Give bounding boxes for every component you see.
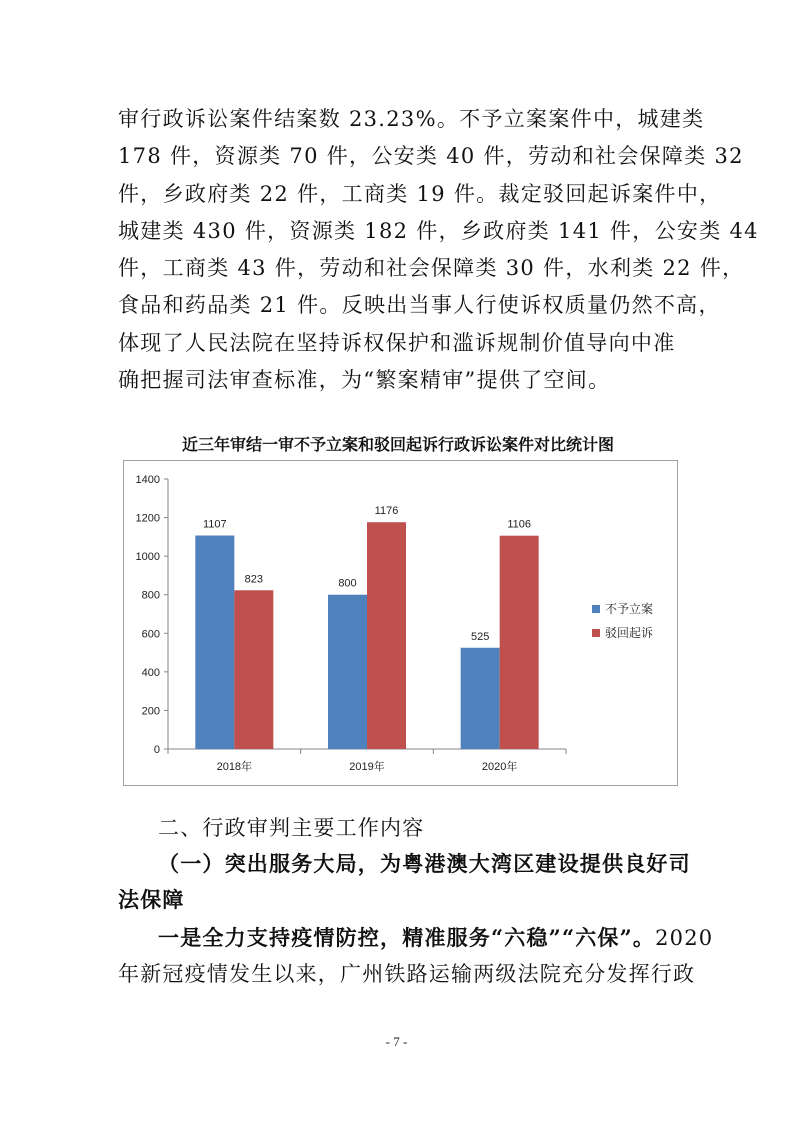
- legend-swatch: [592, 605, 600, 613]
- data-label: 1106: [507, 518, 531, 531]
- bold-lead-text: 一是全力支持疫情防控，精准服务“六稳”“六保”。: [158, 925, 656, 950]
- year-text: 2020: [655, 926, 714, 950]
- section-heading: 二、行政审判主要工作内容: [158, 816, 425, 840]
- body-line-bottom-2: 年新冠疫情发生以来，广州铁路运输两级法院充分发挥行政: [118, 962, 696, 986]
- text-line: 审行政诉讼案件结案数 23.23%。不予立案案件中，城建类: [118, 107, 705, 131]
- y-tick-label: 0: [153, 744, 160, 756]
- data-label: 823: [244, 573, 264, 586]
- text-line: 体现了人民法院在坚持诉权保护和滥诉规制价值导向中准: [118, 330, 676, 355]
- legend-swatch: [592, 629, 600, 637]
- y-tick-label: 1000: [135, 551, 160, 564]
- x-tick-label: 2020年: [481, 761, 518, 773]
- x-tick-label: 2018年: [216, 761, 253, 773]
- chart-title: 近三年审结一审不予立案和驳回起诉行政诉讼案件对比统计图: [181, 435, 614, 454]
- body-paragraph-top: [118, 101, 759, 399]
- subsection-heading-line2: 法保障: [118, 887, 185, 912]
- bar-series1: [328, 595, 367, 749]
- text-line: 178 件，资源类 70 件，公安类 40 件，劳动和社会保障类 32: [118, 144, 744, 169]
- text-line: 食品和药品类 21 件。反映出当事人行使诉权质量仍然不高，: [118, 293, 721, 318]
- x-tick-label: 2019年: [349, 761, 385, 773]
- legend-label: 不予立案: [605, 602, 654, 616]
- y-tick-label: 800: [141, 589, 160, 602]
- subsection-heading-line1: （一）突出服务大局，为粤港澳大湾区建设提供良好司: [158, 851, 691, 876]
- bar-series2: [234, 590, 273, 749]
- y-tick-label: 400: [141, 666, 160, 679]
- data-label: 1176: [374, 505, 399, 518]
- y-tick-label: 600: [141, 628, 160, 641]
- bar-series2: [500, 536, 539, 749]
- bar-series1: [195, 536, 234, 749]
- bar-series1: [461, 648, 500, 749]
- y-tick-label: 1400: [135, 474, 160, 486]
- bar-series2: [367, 522, 406, 749]
- data-label: 1107: [203, 518, 227, 531]
- text-line: 城建类 430 件，资源类 182 件，乡政府类 141 件，公安类 44: [118, 218, 759, 243]
- bar-chart: [124, 461, 677, 785]
- page-number: - 7 -: [385, 1034, 408, 1049]
- text-line: 件，工商类 43 件，劳动和社会保障类 30 件，水利类 22 件，: [118, 256, 745, 281]
- chart-frame: [123, 460, 678, 786]
- text-line: 件，乡政府类 22 件，工商类 19 件。裁定驳回起诉案件中，: [118, 181, 722, 206]
- body-line-bottom-1: [158, 922, 713, 952]
- text-line: 确把握司法审查标准，为“繁案精审”提供了空间。: [118, 368, 611, 393]
- y-tick-label: 1200: [135, 512, 160, 525]
- y-tick-label: 200: [141, 705, 160, 718]
- data-label: 800: [338, 577, 357, 590]
- data-label: 525: [470, 630, 490, 643]
- legend-label: 驳回起诉: [605, 626, 654, 640]
